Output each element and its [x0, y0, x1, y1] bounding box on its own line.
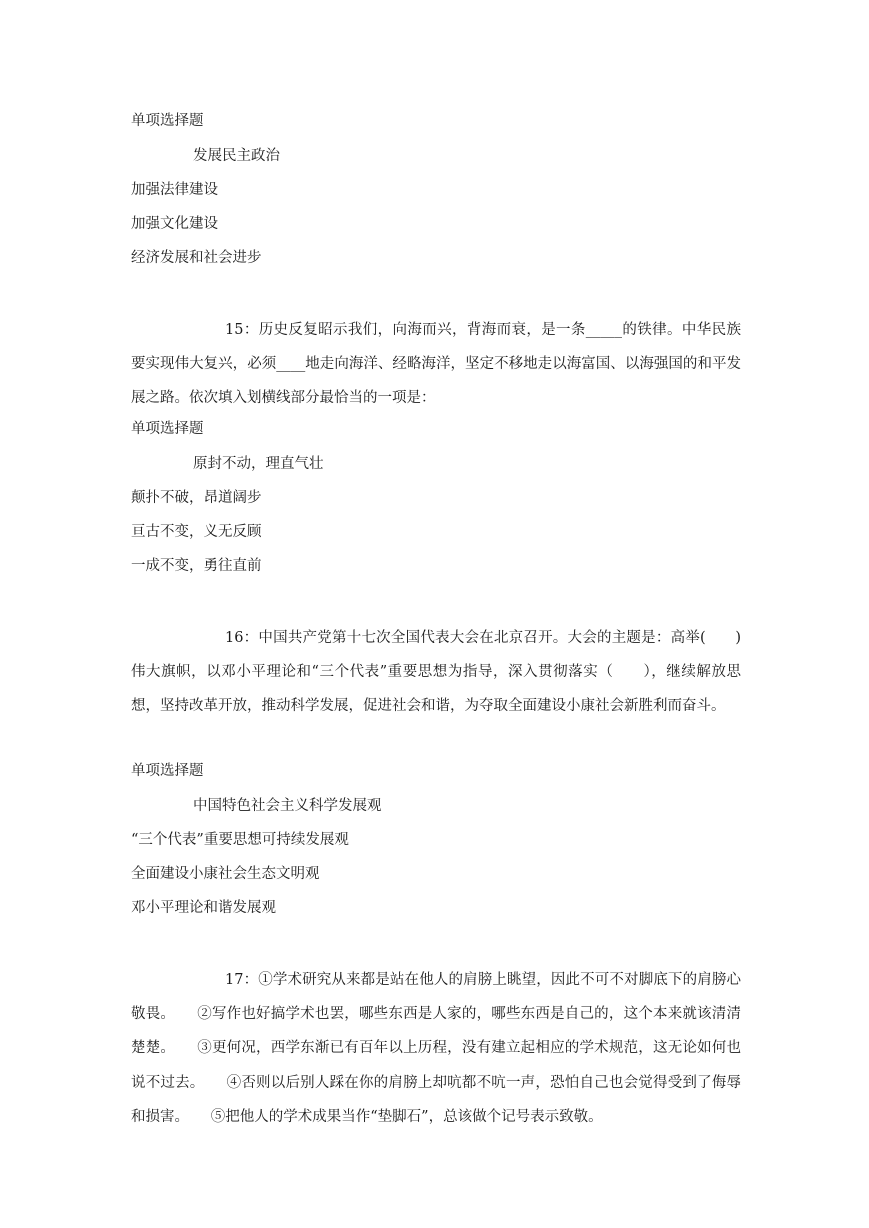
- question-type-label: 单项选择题: [131, 421, 204, 437]
- option-d: 一成不变，勇往直前: [131, 558, 262, 574]
- question-15: [131, 313, 741, 416]
- option-d: 经济发展和社会进步: [131, 250, 262, 266]
- question-17: [131, 963, 741, 1134]
- question-15-text: 15：历史反复昭示我们，向海而兴，背海而衰，是一条_____的铁律。中华民族要实现伟大复兴，必须____地走向海洋、经略海洋，坚定不移地走以海富国、以海强国的和平发展之路。依次填入划横线部分最恰当的一项是：: [131, 322, 741, 407]
- option-a: 中国特色社会主义科学发展观: [193, 798, 382, 814]
- option-a: 发展民主政治: [193, 148, 280, 164]
- option-b: “三个代表”重要思想可持续发展观: [131, 832, 349, 848]
- option-c: 加强文化建设: [131, 216, 218, 232]
- option-b: 加强法律建设: [131, 182, 218, 198]
- question-17-text: 17：①学术研究从来都是站在他人的肩膀上眺望，因此不可不对脚底下的肩膀心敬畏。 ②写作也好搞学术也罢，哪些东西是人家的，哪些东西是自己的，这个本来就该清清楚楚。 ③更何况，西学东渐已有百年以上历程，没有建立起相应的学术规范，这无论如何也说不过去。 ④否则以后别人踩在你的肩膀上却吭都不吭一声，恐怕自己也会觉得受到了侮辱和损害。 ⑤把他人的学术成果当作“垫脚石”，总该做个记号表示致敬。: [131, 972, 741, 1125]
- question-type-label: 单项选择题: [131, 113, 204, 129]
- option-a: 原封不动，理直气壮: [193, 456, 324, 472]
- question-16-text: 16：中国共产党第十七次全国代表大会在北京召开。大会的主题是：高举( )伟大旗帜，以邓小平理论和“三个代表”重要思想为指导，深入贯彻落实（ ），继续解放思想，坚持改革开放，推动科学发展，促进社会和谐，为夺取全面建设小康社会新胜利而奋斗。: [131, 630, 741, 715]
- option-c: 全面建设小康社会生态文明观: [131, 866, 320, 882]
- question-16: [131, 621, 741, 724]
- option-c: 亘古不变，义无反顾: [131, 524, 262, 540]
- option-b: 颠扑不破，昂道阔步: [131, 490, 262, 506]
- option-d: 邓小平理论和谐发展观: [131, 900, 276, 916]
- question-type-label: 单项选择题: [131, 763, 204, 779]
